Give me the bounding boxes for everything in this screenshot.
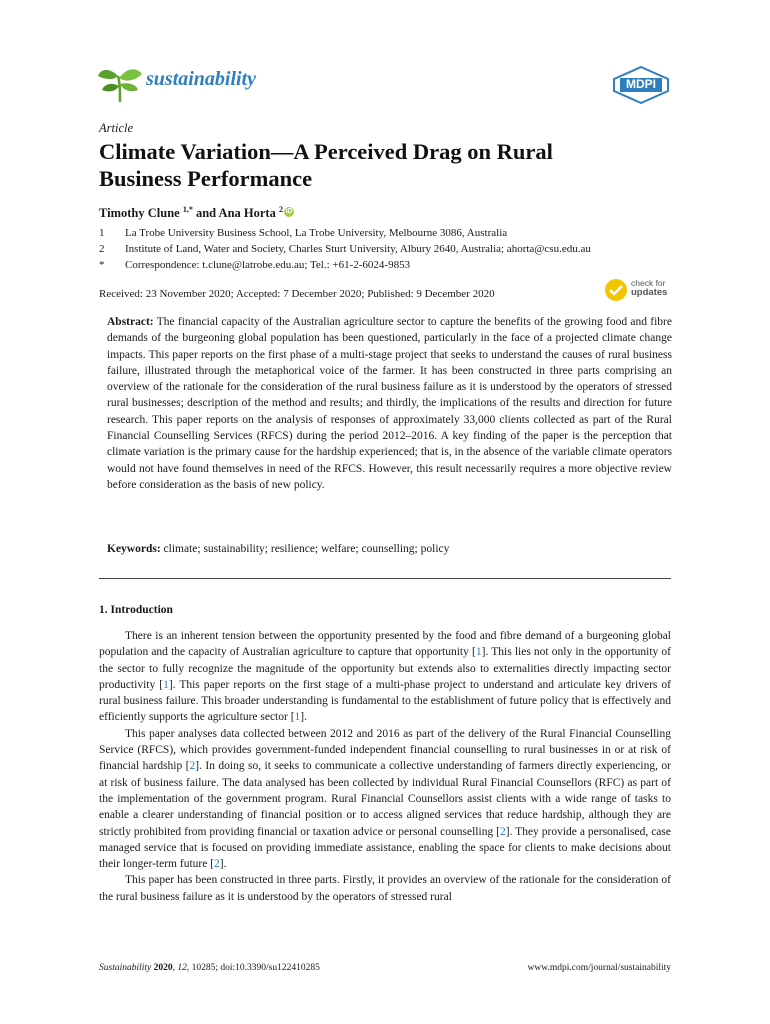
- journal-name: sustainability: [146, 68, 257, 90]
- publication-dates: Received: 23 November 2020; Accepted: 7 December 2020; Published: 9 December 2020: [99, 288, 495, 300]
- author-conjunction: and: [192, 206, 219, 221]
- mdpi-logo-text: MDPI: [626, 77, 656, 91]
- affiliations: [99, 225, 699, 275]
- citation-link[interactable]: 1: [475, 646, 482, 659]
- check-for-updates-badge[interactable]: [604, 277, 674, 303]
- affiliation-number: 1: [99, 227, 105, 239]
- article-type: Article: [99, 121, 134, 135]
- affiliation-text: La Trobe University Business School, La Trobe University, Melbourne 3086, Australia: [125, 227, 508, 239]
- correspondence: [99, 257, 699, 273]
- body-text: [99, 628, 671, 905]
- check-updates-line1: check for: [631, 278, 666, 288]
- title-line-2: Business Performance: [99, 166, 313, 191]
- affiliation-number: *: [99, 259, 105, 271]
- keywords-label: Keywords:: [107, 543, 161, 555]
- mdpi-logo: [612, 66, 670, 104]
- author-1[interactable]: Timothy Clune: [99, 206, 180, 221]
- divider: [99, 578, 671, 579]
- abstract-label: Abstract:: [107, 316, 154, 328]
- footer-url[interactable]: www.mdpi.com/journal/sustainability: [527, 963, 671, 973]
- citation-link[interactable]: 1: [163, 678, 169, 691]
- citation-link[interactable]: 2: [189, 760, 196, 773]
- section-heading: 1. Introduction: [99, 604, 173, 616]
- orcid-icon[interactable]: iD: [285, 208, 293, 216]
- check-updates-icon: [604, 278, 628, 302]
- keywords: [107, 543, 449, 555]
- keywords-text: climate; sustainability; resilience; welfare; counselling; policy: [160, 543, 450, 555]
- footer-volume: , 12: [172, 963, 187, 973]
- citation-link[interactable]: 2: [499, 825, 506, 838]
- paragraph-3: This paper has been constructed in three parts. Firstly, it provides an overview of the rationale for the consideration of the rural business failure as it is understood by the operators of stressed rural: [99, 874, 671, 903]
- paragraph-1: There is an inherent tension between the opportunity presented by the food and fibre demand of a burgeoning global population and the capacity of Australian agriculture to capture that opportunity [1]. This lies not only in the opportunity of the sector to fully recognize the magnitude of the opportunity but extends also to externalities directly impacting sector productivity [1]. This paper reports on the first stage of a multi-phase project to understand and articulate key drivers of rural business failure. This broader understanding is fundamental to the establishment of future policy that is effectively and efficiently supports the agriculture sector [1].: [99, 630, 672, 724]
- affiliation-2: [99, 241, 699, 257]
- citation-link[interactable]: 2: [214, 858, 220, 871]
- author-1-affiliation: 1,*: [182, 205, 193, 214]
- abstract-text: The financial capacity of the Australian agriculture sector to capture the benefits of the growing food and fibre demands of the burgeoning global population has been questioned, particularly in the face of a projected climate change impacts. This paper reports on the first phase of a multi-stage project that seeks to understand the causes of rural business failure, illustrated through the metaphorical voice of the farmer. It has been constructed in three parts comprising an overview of the rationale for the consideration of the rural business failure as it is understood by the operators of stressed rural businesses; description of the method and results; and thirdly, the implications of the results and direction for future research. This paper reports on the analysis of responses of approximately 33,000 clients collected as part of the Rural Financial Counselling Services (RFCS) during the period 2012–2016. A key finding of the paper is the perception that climate variation is the primary cause for the hardship experienced; that is, in the absence of the variable climate operators would not have found themselves in need of the RFCS. However, this result necessarily requires a more objective review before consideration as the basis of new policy.: [107, 316, 672, 491]
- authors: [99, 205, 294, 221]
- affiliation-1: [99, 225, 699, 241]
- title-line-1: Climate Variation—A Perceived Drag on Rural: [99, 139, 553, 164]
- paragraph-2: This paper analyses data collected between 2012 and 2016 as part of the delivery of the Rural Financial Counselling Service (RFCS), which provides government-funded independent financial counselling to rural businesses in or at risk of financial hardship [2]. In doing so, it seeks to communicate a collective understanding of farmers directly experiencing, or at risk of business failure. The data analysed has been collected by individual Rural Financial Counsellors (RFC) as part of the implementation of the government program. Rural Financial Counsellors assist clients with a wide range of tasks to enable a clearer understanding of financial position or to access aligned services that reduce hardship, although they are strictly prohibited from providing financial or taxation advice or personal counselling [2]. They provide a personalised, case managed service that is focused on providing immediate assistance, enabling the space for clients to make decisions about their longer-term future [2].: [99, 727, 671, 871]
- affiliation-text: Institute of Land, Water and Society, Charles Sturt University, Albury 2640, Australia; ahorta@csu.edu.au: [125, 243, 591, 255]
- footer-journal: Sustainability: [99, 963, 152, 973]
- author-2-affiliation: 2: [278, 205, 283, 214]
- citation-link[interactable]: 1: [294, 711, 301, 724]
- check-updates-line2: updates: [631, 287, 668, 298]
- abstract: [107, 314, 672, 493]
- paper-title: [99, 138, 699, 192]
- affiliation-number: 2: [99, 243, 105, 255]
- affiliation-text: Correspondence: t.clune@latrobe.edu.au; Tel.: +61-2-6024-9853: [125, 259, 411, 271]
- author-2[interactable]: Ana Horta: [218, 206, 276, 221]
- footer-citation: [99, 963, 320, 973]
- footer-year: 2020: [151, 963, 173, 973]
- footer-doi: , 10285; doi:10.3390/su122410285: [186, 963, 320, 973]
- journal-logo-icon: [98, 62, 142, 102]
